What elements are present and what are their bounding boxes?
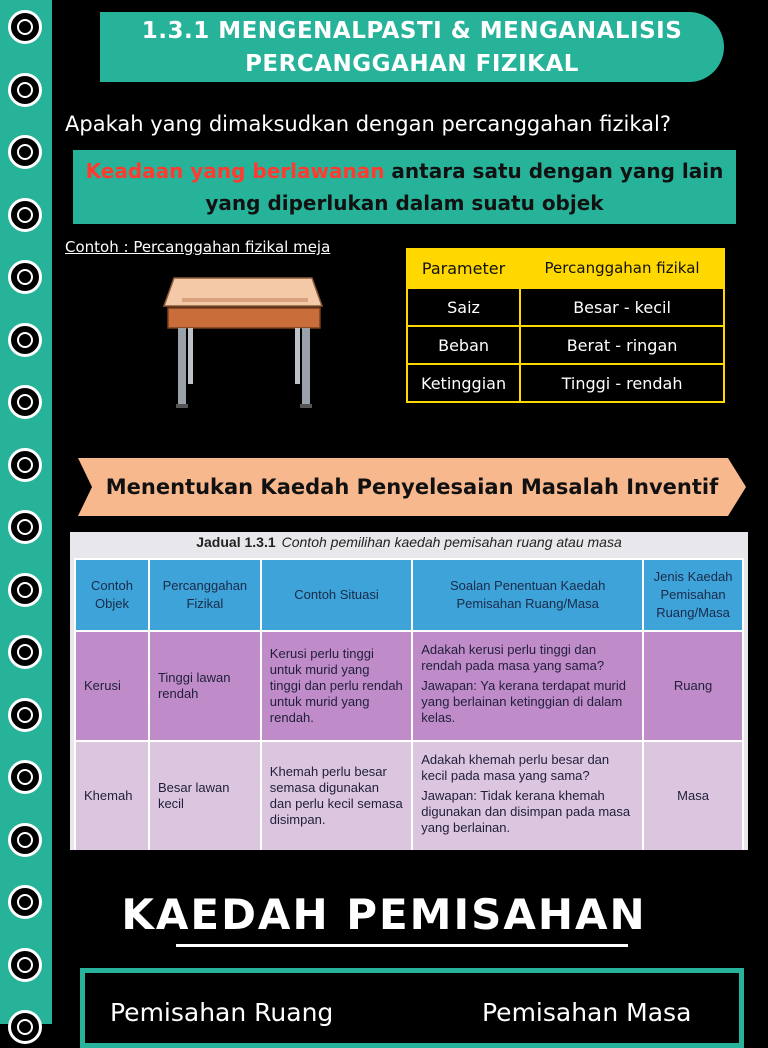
scan-cell-situasi: Kerusi perlu tinggi untuk murid yang tinggi dan perlu rendah untuk murid yang rendah.	[261, 631, 412, 741]
page-title	[100, 12, 724, 82]
definition-highlight: Keadaan yang berlawanan	[85, 159, 385, 183]
textbook-table-image	[70, 532, 748, 850]
table-row	[75, 631, 743, 741]
banner-text: Menentukan Kaedah Penyelesaian Masalah Inventif	[105, 475, 719, 499]
scan-header: Contoh Situasi	[261, 559, 412, 631]
definition-box	[73, 150, 736, 224]
spiral-ring	[8, 1010, 42, 1044]
param-header-percanggahan: Percanggahan fizikal	[520, 249, 724, 288]
scan-header: Percanggahan Fizikal	[149, 559, 261, 631]
scan-cell-situasi: Khemah perlu besar semasa digunakan dan perlu kecil semasa disimpan.	[261, 741, 412, 850]
spiral-ring	[8, 135, 42, 169]
section-heading: KAEDAH PEMISAHAN	[121, 890, 647, 939]
question-text: Apakah yang dimaksudkan dengan percanggahan fizikal?	[65, 112, 672, 136]
spiral-ring	[8, 10, 42, 44]
spiral-ring	[8, 198, 42, 232]
scan-soalan: Adakah khemah perlu besar dan kecil pada masa yang sama?	[421, 752, 610, 783]
table-row	[407, 364, 724, 402]
scan-header: Contoh Objek	[75, 559, 149, 631]
scan-cell-percanggahan: Besar lawan kecil	[149, 741, 261, 850]
param-cell: Berat - ringan	[520, 326, 724, 364]
definition-rest: antara satu dengan yang lain yang diperlukan dalam suatu objek	[205, 159, 724, 215]
spiral-ring	[8, 323, 42, 357]
scan-soalan: Adakah kerusi perlu tinggi dan rendah pada masa yang sama?	[421, 642, 605, 673]
spiral-ring	[8, 635, 42, 669]
scan-jawapan: Jawapan: Ya kerana terdapat murid yang berlainan ketinggian di dalam kelas.	[421, 678, 626, 725]
spiral-ring	[8, 385, 42, 419]
table-row	[407, 288, 724, 326]
scan-header: Soalan Penentuan Kaedah Pemisahan Ruang/Masa	[412, 559, 643, 631]
table-caption-label: Jadual 1.3.1	[196, 534, 276, 550]
scan-cell-objek: Khemah	[75, 741, 149, 850]
scan-cell-percanggahan: Tinggi lawan rendah	[149, 631, 261, 741]
spiral-ring	[8, 73, 42, 107]
param-cell: Tinggi - rendah	[520, 364, 724, 402]
spiral-ring	[8, 260, 42, 294]
notebook-spine	[0, 0, 52, 1024]
title-line-2: PERCANGGAHAN FIZIKAL	[245, 51, 579, 77]
spiral-ring	[8, 760, 42, 794]
scan-cell-jenis: Masa	[643, 741, 743, 850]
param-cell: Beban	[407, 326, 520, 364]
desk-illustration	[160, 272, 328, 412]
table-row	[407, 326, 724, 364]
section-banner	[78, 458, 746, 516]
spiral-ring	[8, 510, 42, 544]
separation-right-label: Pemisahan Masa	[482, 998, 692, 1027]
table-caption	[70, 534, 748, 550]
scan-cell-soalan	[412, 741, 643, 850]
scan-jawapan: Jawapan: Tidak kerana khemah digunakan dan disimpan pada masa yang berlainan.	[421, 788, 631, 835]
scan-cell-soalan	[412, 631, 643, 741]
separation-example-table	[74, 558, 744, 850]
scan-header: Jenis Kaedah Pemisahan Ruang/Masa	[643, 559, 743, 631]
table-caption-text: Contoh pemilihan kaedah pemisahan ruang atau masa	[281, 534, 622, 550]
spiral-ring	[8, 948, 42, 982]
spiral-ring	[8, 698, 42, 732]
param-cell: Ketinggian	[407, 364, 520, 402]
param-header-parameter: Parameter	[407, 249, 520, 288]
example-label: Contoh : Percanggahan fizikal meja	[65, 238, 331, 256]
param-cell: Saiz	[407, 288, 520, 326]
heading-underline	[176, 944, 628, 947]
separation-left-label: Pemisahan Ruang	[110, 998, 334, 1027]
scan-cell-jenis: Ruang	[643, 631, 743, 741]
spiral-ring	[8, 573, 42, 607]
spiral-ring	[8, 448, 42, 482]
param-cell: Besar - kecil	[520, 288, 724, 326]
title-line-1: 1.3.1 MENGENALPASTI & MENGANALISIS	[141, 18, 683, 44]
spiral-ring	[8, 823, 42, 857]
table-row	[75, 741, 743, 850]
scan-cell-objek: Kerusi	[75, 631, 149, 741]
parameter-table	[406, 248, 725, 403]
